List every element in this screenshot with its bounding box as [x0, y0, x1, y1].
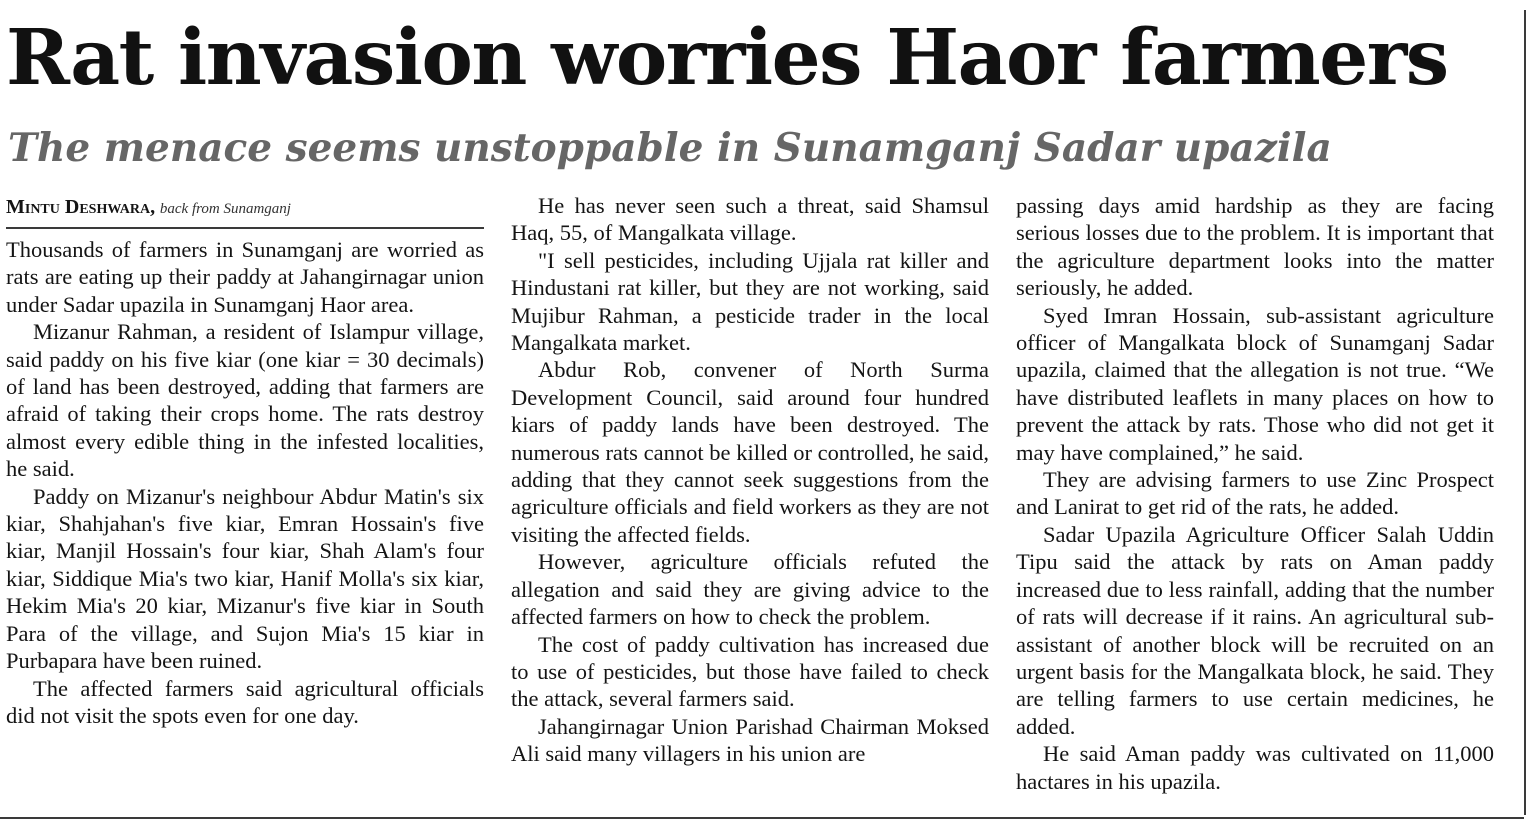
byline-divider [6, 227, 484, 229]
paragraph: He said Aman paddy was cultivated on 11,000 hactares in his upazila. [1016, 741, 1494, 794]
paragraph: He has never seen such a threat, said Shamsul Haq, 55, of Mangalkata village. [511, 193, 989, 246]
paragraph: Thousands of farmers in Sunamganj are worried as rats are eating up their paddy at Jahangirnagar union under Sadar upazila in Sunamganj Haor area. [6, 237, 484, 317]
paragraph: The cost of paddy cultivation has increased due to use of pesticides, but those have failed to check the attack, several farmers said. [511, 631, 989, 712]
paragraph: Syed Imran Hossain, sub-assistant agriculture officer of Mangalkata block of Sunamganj Sadar upazila, claimed that the allegation is not true. “We have distributed leaflets in many places on how to prevent the attack by rats. Those who did not get it may have complained,” he said. [1016, 302, 1494, 465]
article-column-1 [6, 236, 484, 729]
paragraph: The affected farmers said agricultural officials did not visit the spots even for one day. [6, 675, 484, 728]
paragraph: Sadar Upazila Agriculture Officer Salah Uddin Tipu said the attack by rats on Aman paddy increased due to less rainfall, adding that the number of rats will decrease if it rains. An agricultural sub-assistant of another block will be recruited on an urgent basis for the Mangalkata block, he said. They are telling farmers to use certain medicines, he added. [1016, 521, 1494, 739]
byline-location: back from Sunamganj [159, 201, 291, 217]
headline: Rat invasion worries Haor farmers [6, 13, 1448, 103]
article-column-3 [1016, 192, 1494, 795]
paragraph: Jahangirnagar Union Parishad Chairman Moksed Ali said many villagers in his union are [511, 713, 989, 767]
vertical-border-rule [1524, 10, 1526, 815]
paragraph: They are advising farmers to use Zinc Prospect and Lanirat to get rid of the rats, he added. [1016, 467, 1494, 520]
paragraph: Abdur Rob, convener of North Surma Development Council, said around four hundred kiars of paddy lands have been destroyed. The numerous rats cannot be killed or controlled, he said, adding that they cannot seek suggestions from the agriculture officials and field workers as they are not visiting the affected fields. [511, 357, 989, 547]
subheadline: The menace seems unstoppable in Sunamganj Sadar upazila [8, 125, 1332, 171]
paragraph: Paddy on Mizanur's neighbour Abdur Matin's six kiar, Shahjahan's five kiar, Emran Hossain's five kiar, Manjil Hossain's four kiar, Shah Alam's four kiar, Siddique Mia's two kiar, Hanif Molla's six kiar, Hekim Mia's 20 kiar, Mizanur's five kiar in South Para of the village, and Sujon Mia's 15 kiar in Purbapara have been ruined. [6, 483, 484, 674]
bottom-border-rule [0, 817, 1524, 819]
byline-author: Mintu Deshwara, [6, 196, 156, 218]
byline [6, 194, 484, 222]
article-column-2 [511, 192, 989, 768]
paragraph: "I sell pesticides, including Ujjala rat killer and Hindustani rat killer, but they are not working, said Mujibur Rahman, a pesticide trader in the local Mangalkata market. [511, 247, 989, 356]
paragraph: passing days amid hardship as they are facing serious losses due to the problem. It is important that the agriculture department looks into the matter seriously, he added. [1016, 193, 1494, 301]
paragraph: Mizanur Rahman, a resident of Islampur village, said paddy on his five kiar (one kiar = 30 decimals) of land has been destroyed, adding that farmers are afraid of taking their crops home. The rats destroy almost every edible thing in the infested localities, he said. [6, 319, 484, 482]
paragraph: However, agriculture officials refuted the allegation and said they are giving advice to the affected farmers on how to check the problem. [511, 549, 989, 630]
